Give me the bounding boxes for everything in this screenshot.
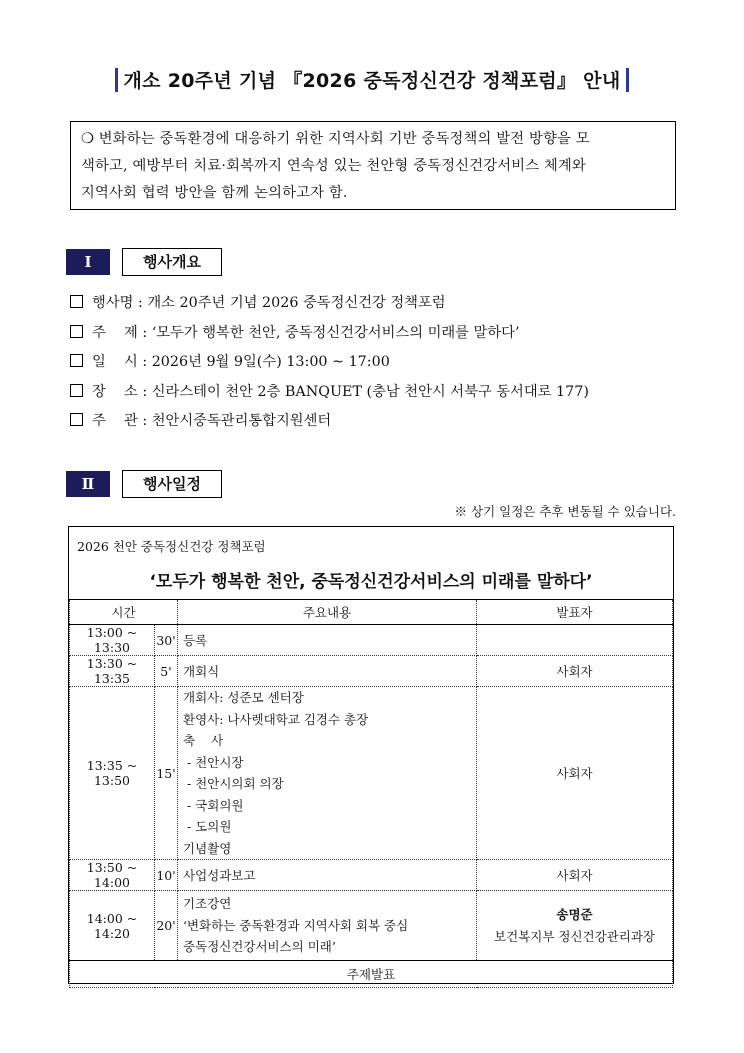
title-left-bar [115,68,118,92]
intro-line: 지역사회 협력 방안을 함께 논의하고자 함. [81,185,348,201]
checkbox-icon [70,384,83,397]
overview-item: 주 제 : ‘모두가 행복한 천안, 중독정신건강서비스의 미래를 말하다’ [70,319,589,349]
table-row: 14:00 ~ 14:20 20' 기조강연 ‘변화하는 중독환경과 지역사회 회복 중심 중독정신건강서비스의 미래’ 송명준 보건복지부 정신건강관리과장 [70,891,673,961]
overview-list [70,289,589,437]
speaker-title: 보건복지부 정신건강관리과장 [494,928,655,944]
intro-line: 색하고, 예방부터 치료·회복까지 연속성 있는 천안형 중독정신건강서비스 체계와 [81,158,587,174]
overview-item: 장 소 : 신라스테이 천안 2층 BANQUET (충남 천안시 서북구 동서대로 177) [70,378,589,408]
table-row: 13:30 ~ 13:35 5' 개회식 사회자 [70,656,673,687]
table-row: 13:35 ~ 13:50 15' 개회사: 성준모 센터장 환영사: 나사렛대학교 김경수 총장 축 사 - 천안시장 - 천안시의회 의장 - 국회의원 - 도의원 기념촬영 사회자 [70,687,673,860]
table-footer-row: 주제발표 [70,961,673,988]
checkbox-icon [70,325,83,338]
table-row: 13:00 ~ 13:30 30' 등록 [70,625,673,656]
checkbox-icon [70,413,83,426]
section-label: 행사일정 [122,470,222,498]
event-theme: ‘모두가 행복한 천안, 중독정신건강서비스의 미래를 말하다’ [149,572,593,592]
title-text: 개소 20주년 기념 『2026 중독정신건강 정책포럼』 안내 [123,70,621,92]
overview-item: 일 시 : 2026년 9월 9일(수) 13:00 ~ 17:00 [70,348,589,378]
header-speaker: 발표자 [477,600,673,625]
schedule-table [69,599,673,988]
intro-box [70,121,676,210]
overview-item: 주 관 : 천안시중독관리통합지원센터 [70,407,589,437]
checkbox-icon [70,295,83,308]
section-number: Ⅰ [66,249,110,275]
section-number: Ⅱ [66,471,110,497]
table-header-row [70,600,673,625]
checkbox-icon [70,354,83,367]
table-row: 13:50 ~ 14:00 10' 사업성과보고 사회자 [70,860,673,891]
title-right-bar [626,68,629,92]
speaker-name: 송명준 [556,907,593,922]
header-content: 주요내용 [178,600,477,625]
schedule-note: ※ 상기 일정은 추후 변동될 수 있습니다. [454,504,676,519]
header-time: 시간 [70,600,178,625]
page-title [0,66,744,93]
intro-line: ❍ 변화하는 중독환경에 대응하기 위한 지역사회 기반 중독정책의 발전 방향을 모 [81,131,590,147]
section-label: 행사개요 [122,248,222,276]
event-name: 2026 천안 중독정신건강 정책포럼 [77,539,266,554]
schedule-table-box [68,526,674,984]
overview-item: 행사명 : 개소 20주년 기념 2026 중독정신건강 정책포럼 [70,289,589,319]
